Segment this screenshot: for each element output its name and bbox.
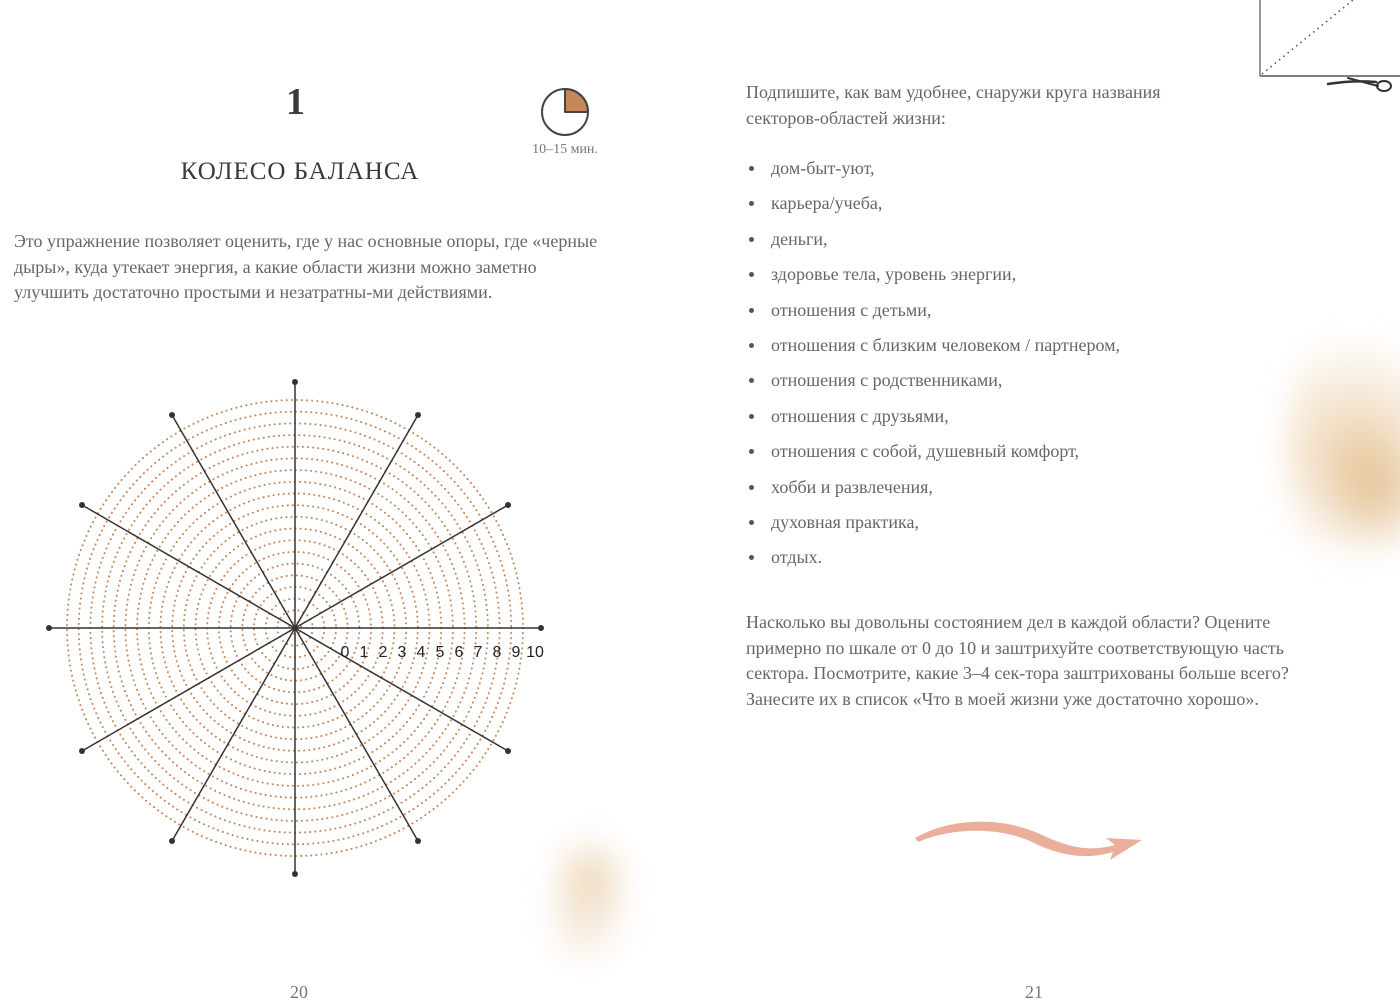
scale-label: 9	[511, 644, 521, 661]
brush-arrow-icon	[910, 812, 1150, 882]
spoke-end-dot	[505, 502, 511, 508]
life-areas-list	[746, 152, 1120, 577]
clock-quarter-icon	[539, 86, 591, 138]
sectors-intro: Подпишите, как вам удобнее, снаружи круга названия секторов-областей жизни:	[746, 82, 1161, 128]
wheel-spoke	[82, 505, 295, 628]
intro-text: Это упражнение позволяет оценить, где у нас основные опоры, где «черные дыры», куда утекает энергия, а какие области жизни можно заметно улучшить достаточно простыми и незатратны-ми действиями.	[14, 231, 598, 302]
list-item: отношения с детьми,	[746, 294, 1120, 329]
page-number: 20	[290, 982, 308, 1002]
spoke-end-dot	[538, 625, 544, 631]
spoke-end-dot	[79, 748, 85, 754]
list-item: карьера/учеба,	[746, 187, 1120, 222]
spoke-end-dot	[505, 748, 511, 754]
exercise-number: 1	[286, 81, 305, 123]
list-item: отношения с близким человеком / партнером,	[746, 329, 1120, 364]
list-item: отношения с собой, душевный комфорт,	[746, 435, 1120, 470]
timer-label: 10–15 мин.	[532, 142, 598, 157]
list-item: хобби и развлечения,	[746, 471, 1120, 506]
list-item: деньги,	[746, 223, 1120, 258]
right-page	[700, 0, 1400, 1000]
scale-label: 10	[526, 644, 544, 661]
scale-label: 7	[473, 644, 483, 661]
list-item: здоровье тела, уровень энергии,	[746, 258, 1120, 293]
scale-label: 0	[340, 644, 350, 661]
spoke-end-dot	[169, 838, 175, 844]
list-item: отношения с друзьями,	[746, 400, 1120, 435]
watercolor-stain	[540, 880, 630, 970]
scale-label: 4	[416, 644, 426, 661]
spoke-end-dot	[415, 412, 421, 418]
wheel-spoke	[172, 628, 295, 841]
scissors-icon	[1258, 0, 1400, 100]
list-item: отдых.	[746, 541, 1120, 576]
wheel-spoke	[172, 415, 295, 628]
scale-label: 2	[378, 644, 388, 661]
wheel-spoke	[295, 505, 508, 628]
spoke-end-dot	[79, 502, 85, 508]
spoke-end-dot	[169, 412, 175, 418]
spoke-end-dot	[415, 838, 421, 844]
scale-label: 3	[397, 644, 407, 661]
spoke-end-dot	[292, 379, 298, 385]
instruction-text: Насколько вы довольны состоянием дел в каждой области? Оцените примерно по шкале от 0 до 10 и заштрихуйте соответствующую часть сектора. Посмотрите, какие 3–4 сек-тора заштрихованы больше всего? Занесите их в список «Что в моей жизни уже достаточно хорошо».	[746, 612, 1289, 709]
list-item: дом-быт-уют,	[746, 152, 1120, 187]
scale-label: 1	[359, 644, 369, 661]
scale-label: 8	[492, 644, 502, 661]
balance-wheel	[40, 375, 560, 890]
page-number: 21	[1025, 982, 1043, 1002]
list-item: духовная практика,	[746, 506, 1120, 541]
list-item: отношения с родственниками,	[746, 364, 1120, 399]
left-page	[0, 0, 700, 1000]
scale-label: 6	[454, 644, 464, 661]
scale-label: 5	[435, 644, 445, 661]
spoke-end-dot	[292, 871, 298, 877]
exercise-title: КОЛЕСО БАЛАНСА	[180, 158, 420, 185]
spoke-end-dot	[46, 625, 52, 631]
